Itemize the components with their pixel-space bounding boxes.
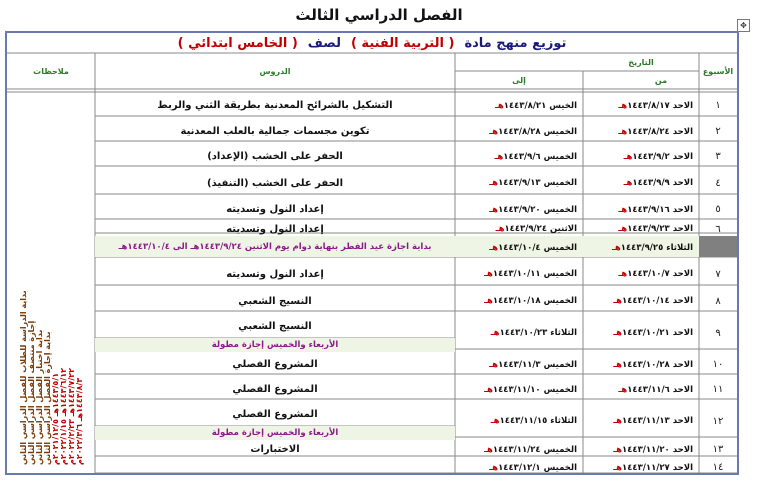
date-to-text: الخميس ١٤٤٣/١٢/١ <box>498 462 577 473</box>
subject-banner <box>7 33 737 53</box>
date-from-text: الاحد ١٤٤٣/١٠/٢٨ <box>622 359 693 370</box>
date-to-text: الخميس ١٤٤٣/١١/٣ <box>498 359 577 370</box>
date-from-text: الاحد ١٤٤٣/١٠/٧ <box>627 269 693 279</box>
lesson-text <box>95 169 455 197</box>
lesson-text <box>95 288 455 314</box>
lesson-text-text: تكوين مجسمات جمالية بالعلب المعدنية <box>180 126 370 137</box>
date-to <box>455 144 583 169</box>
date-from <box>583 197 699 222</box>
week-number <box>699 169 737 197</box>
hijri-suffix: هـ <box>489 359 499 370</box>
hijri-suffix: هـ <box>618 204 628 215</box>
lesson-text <box>95 440 455 459</box>
lesson-text-text: المشروع الفصلي <box>232 359 318 370</box>
lesson-text <box>95 222 455 236</box>
week-number-text: ١٤ <box>712 462 724 473</box>
date-to-text: الخيس ١٤٤٣/٨/٢١ <box>503 100 577 111</box>
hijri-suffix: هـ <box>489 178 499 188</box>
date-to <box>455 169 583 197</box>
header-date <box>583 53 699 71</box>
holiday-note-text: بداية اجازة عيد الفطر بنهاية دوام يوم الاثنين ١٤٤٣/٩/٢٤هـ الى ١٤٤٣/١٠/٤هـ <box>118 241 432 252</box>
week-number-text: ٨ <box>715 295 721 307</box>
week-number-text: ٩ <box>715 327 721 339</box>
lesson-text <box>95 119 455 144</box>
header-notes <box>7 53 95 89</box>
date-from-text: الثلاثاء ١٤٤٣/٩/٢٥ <box>620 243 693 253</box>
header-notes-text: ملاحظات <box>33 66 69 76</box>
lesson-text <box>95 197 455 222</box>
notes-line: بداية إجازة الفصل الدراسي الثاني <box>43 331 52 465</box>
header-date-text: التاريخ <box>628 57 654 67</box>
lesson-text <box>95 459 455 475</box>
date-to-text: الثلاثاء ١٤٤٣/١٠/٢٣ <box>499 328 577 338</box>
schedule-table <box>5 31 739 475</box>
date-from-text: الاحد ١٤٤٣/٨/٢٤ <box>627 126 693 137</box>
holiday-note <box>95 236 455 257</box>
week-number <box>699 459 737 475</box>
date-to-text: الاثنين ١٤٤٣/٩/٢٤ <box>504 224 577 234</box>
hijri-suffix: هـ <box>495 224 505 234</box>
week-number <box>699 402 737 440</box>
hijri-suffix: هـ <box>613 328 623 338</box>
page-title: الفصل الدراسي الثالث <box>295 6 463 24</box>
lesson-text-text: الحفر على الخشب (التنفيذ) <box>207 177 343 189</box>
date-from <box>583 236 699 260</box>
holiday-week-shade <box>699 236 737 257</box>
date-from-text: الاحد ١٤٤٣/٩/٢ <box>632 151 693 162</box>
week-number <box>699 377 737 402</box>
date-from-text: الاحد ١٤٤٣/١١/٦ <box>627 384 693 395</box>
hijri-suffix: هـ <box>618 100 628 111</box>
date-to-text: الخميس ١٤٤٣/١٠/٤ <box>498 243 577 253</box>
lesson-text-text: النسيج الشعبي <box>238 320 312 332</box>
date-from <box>583 92 699 119</box>
date-to <box>455 236 583 260</box>
date-to <box>455 440 583 459</box>
date-to <box>455 288 583 314</box>
date-to <box>455 222 583 236</box>
header-lessons <box>95 53 455 89</box>
hijri-suffix: هـ <box>623 178 633 188</box>
date-to <box>455 459 583 475</box>
week-number <box>699 222 737 236</box>
notes-line: إجازة منتصف الفصل الدراسي الثاني <box>27 320 36 465</box>
hijri-suffix: هـ <box>618 224 628 234</box>
week-number <box>699 260 737 288</box>
banner-class-label: لصف <box>307 35 341 51</box>
week-number-text: ٥ <box>715 204 721 215</box>
lesson-text <box>95 377 455 402</box>
week-number-text: ١ <box>715 100 721 111</box>
week-number-text: ١١ <box>712 384 724 395</box>
hijri-suffix: هـ <box>494 100 504 111</box>
lesson-text-text: التشكيل بالشرائح المعدنية بطريقة الثني والربط <box>157 100 393 111</box>
header-from-text: من <box>654 75 668 85</box>
hijri-suffix: هـ <box>613 444 623 455</box>
header-from <box>623 71 699 89</box>
notes-line: ١٤٤٣/٥/١هـ ٢٠٢١/١٢/٥م <box>51 372 60 465</box>
date-to <box>455 402 583 440</box>
hijri-suffix: هـ <box>489 243 499 253</box>
date-from <box>583 169 699 197</box>
lesson-text <box>95 314 455 338</box>
date-to-text: الخميس ١٤٤٣/١٠/١٨ <box>492 296 577 306</box>
notes-line: بداية اختبار الفصل الدراسي الثاني <box>35 329 44 465</box>
hijri-suffix: هـ <box>494 151 504 162</box>
header-lessons-text: الدروس <box>259 66 291 76</box>
lesson-text <box>95 260 455 288</box>
date-from-text: الاحد ١٤٤٣/١١/٢٠ <box>622 444 693 455</box>
date-from-text: الاحد ١٤٤٣/٩/١٦ <box>627 204 693 215</box>
lesson-text <box>95 352 455 377</box>
week-number-text: ٧ <box>715 268 721 280</box>
notes-line: بداية الدراسة للطلاب للفصل الدراسي الثاني <box>19 290 28 465</box>
header-to-text: إلى <box>512 75 526 85</box>
hijri-suffix: هـ <box>613 296 623 306</box>
lesson-text-text: المشروع الفصلي <box>232 384 318 395</box>
week-number <box>699 440 737 459</box>
lesson-text-text: إعداد النول وتسديته <box>226 223 324 235</box>
date-to-text: الخميس ١٤٤٣/٩/٢٠ <box>498 204 577 215</box>
date-from <box>583 144 699 169</box>
lesson-text-text: الاختبارات <box>250 444 300 455</box>
hijri-suffix: هـ <box>489 126 499 137</box>
hijri-suffix: هـ <box>618 126 628 137</box>
banner-subject: ( التربية الفنية ) <box>350 35 455 51</box>
date-to-text: الخميس ١٤٤٣/١١/١٠ <box>492 384 577 395</box>
hijri-suffix: هـ <box>613 462 623 473</box>
date-from-text: الاحد ١٤٤٣/٨/١٧ <box>627 100 693 111</box>
date-to <box>455 352 583 377</box>
hijri-suffix: هـ <box>623 151 633 162</box>
week-number-text: ٢ <box>715 126 721 137</box>
date-from-text: الاحد ١٤٤٣/١١/١٣ <box>622 416 693 426</box>
date-from-text: الاحد ١٤٤٣/٩/٩ <box>632 178 693 188</box>
date-from <box>583 352 699 377</box>
lesson-text-text: إعداد النول وتسديته <box>226 204 324 215</box>
notes-column <box>19 125 85 471</box>
header-week-text: الأسبوع <box>702 66 734 76</box>
week-number-text: ٦ <box>715 223 721 235</box>
hijri-suffix: هـ <box>490 328 500 338</box>
lesson-text <box>95 144 455 169</box>
week-number-text: ١٣ <box>712 444 724 455</box>
date-to-text: الخميس ١٤٤٣/٨/٢٨ <box>498 126 577 137</box>
lesson-text <box>95 402 455 426</box>
hijri-suffix: هـ <box>484 296 493 306</box>
date-to-text: الخميس ١٤٤٣/٩/١٣ <box>498 178 577 188</box>
banner-prefix: توزيع منهج مادة <box>464 35 567 51</box>
holiday-note <box>95 426 455 440</box>
lesson-text-text: الحفر على الخشب (الإعداد) <box>207 151 343 162</box>
date-from-text: الاحد ١٤٤٣/١٠/١٤ <box>622 296 693 306</box>
banner-grade: ( الخامس ابتدائي ) <box>177 35 298 51</box>
header-week <box>699 53 737 89</box>
hijri-suffix: هـ <box>611 243 621 253</box>
hijri-suffix: هـ <box>489 462 499 473</box>
date-to <box>455 197 583 222</box>
lesson-text-text: إعداد النول وتسديته <box>226 268 324 280</box>
date-to-text: الخميس ١٤٤٣/١١/٢٤ <box>492 444 577 455</box>
date-to <box>455 92 583 119</box>
hijri-suffix: هـ <box>489 204 499 215</box>
hijri-suffix: هـ <box>618 384 628 395</box>
hijri-suffix: هـ <box>484 269 493 279</box>
week-number <box>699 197 737 222</box>
date-to <box>455 260 583 288</box>
header-to <box>455 71 583 89</box>
date-from <box>583 377 699 402</box>
week-number <box>699 288 737 314</box>
hijri-suffix: هـ <box>484 444 493 455</box>
date-from <box>583 314 699 352</box>
week-number <box>699 92 737 119</box>
notes-line: ١٤٤٣/٨/٣هـ ٢٠٢٢/٣/٦م <box>75 377 84 465</box>
week-number <box>699 119 737 144</box>
date-from <box>583 222 699 236</box>
date-to-text: الخميس ١٤٤٣/٩/٦ <box>503 151 577 162</box>
lesson-text-text: النسيج الشعبي <box>238 295 312 307</box>
week-number <box>699 314 737 352</box>
lesson-text <box>95 92 455 119</box>
date-from <box>583 459 699 475</box>
date-from <box>583 260 699 288</box>
hijri-suffix: هـ <box>613 359 623 370</box>
table-move-handle-icon[interactable]: ✥ <box>737 19 750 32</box>
notes-line: ١٤٤٣/٦/١٢هـ ٢٠٢٢/١/١٥م <box>59 367 68 465</box>
notes-line: ١٤٤٣/٧/٢٢هـ ٢٠٢٢/٢/٢٣م <box>67 367 76 465</box>
date-to-text: الخميس ١٤٤٣/١٠/١١ <box>492 269 577 279</box>
holiday-note-text: الأربعاء والخميس إجازة مطولة <box>211 428 339 438</box>
week-number-text: ١٠ <box>712 359 724 370</box>
date-from <box>583 288 699 314</box>
week-number-text: ١٢ <box>712 415 724 427</box>
date-from <box>583 440 699 459</box>
date-from-text: الاحد ١٤٤٣/٩/٢٣ <box>627 224 693 234</box>
week-number-text: ٣ <box>715 151 721 162</box>
lesson-text-text: المشروع الفصلي <box>232 408 318 420</box>
date-from-text: الاحد ١٤٤٣/١١/٢٧ <box>622 462 693 473</box>
week-number <box>699 352 737 377</box>
date-from-text: الاحد ١٤٤٣/١٠/٢١ <box>622 328 693 338</box>
week-number <box>699 144 737 169</box>
date-to-text: الثلاثاء ١٤٤٣/١١/١٥ <box>499 416 577 426</box>
hijri-suffix: هـ <box>618 269 628 279</box>
date-to <box>455 119 583 144</box>
date-to <box>455 314 583 352</box>
hijri-suffix: هـ <box>490 416 500 426</box>
holiday-note-text: الأربعاء والخميس إجازة مطولة <box>211 340 339 350</box>
hijri-suffix: هـ <box>484 384 493 395</box>
week-number-text: ٤ <box>715 177 721 189</box>
holiday-note <box>95 338 455 352</box>
hijri-suffix: هـ <box>613 416 623 426</box>
date-from <box>583 402 699 440</box>
date-to <box>455 377 583 402</box>
date-from <box>583 119 699 144</box>
